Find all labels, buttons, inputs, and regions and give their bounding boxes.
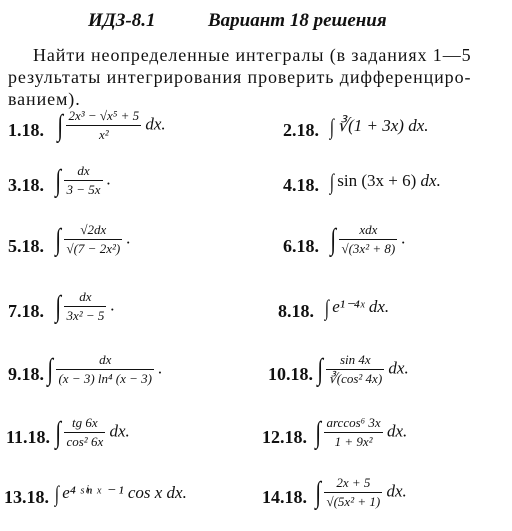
numerator: arccos⁶ 3x <box>324 415 382 433</box>
denominator: (x − 3) ln⁴ (x − 3) <box>58 371 153 386</box>
integral-sign: ∫ <box>55 415 61 449</box>
problem-number: 4.18. <box>283 175 319 195</box>
problem-number: 3.18. <box>8 175 44 195</box>
numerator: dx <box>64 289 106 307</box>
problem-expression <box>48 352 163 387</box>
problem-number: 7.18. <box>8 301 44 321</box>
problem-expression <box>56 415 130 450</box>
fraction <box>339 222 397 257</box>
differential: . <box>126 228 131 248</box>
integral-sign: ∫ <box>315 415 321 449</box>
fraction <box>64 415 105 450</box>
differential: dx. <box>386 481 407 501</box>
problem-number: 1.18. <box>8 120 44 140</box>
denominator: 3 − 5x <box>66 182 101 197</box>
differential: . <box>106 169 112 189</box>
differential: dx. <box>145 114 166 134</box>
denominator: 1 + 9x² <box>334 434 373 449</box>
problem-number: 11.18. <box>6 427 51 447</box>
problem-number: 5.18. <box>8 236 44 256</box>
fraction <box>64 163 102 198</box>
fraction <box>66 108 141 143</box>
differential: dx. <box>408 115 429 135</box>
integrand: ∛(1 + 3x) <box>337 115 404 135</box>
differential: dx. <box>388 358 409 378</box>
integral-sign: ∫ <box>55 289 61 323</box>
problem-expression <box>331 114 429 140</box>
assignment-code: ИДЗ-8.1 <box>88 10 156 31</box>
fraction <box>324 475 382 510</box>
differential: dx. <box>368 296 390 316</box>
differential: dx. <box>109 421 130 441</box>
differential: dx. <box>420 170 441 190</box>
denominator: √(7 − 2x²) <box>66 241 121 256</box>
denominator: cos² 6x <box>66 434 104 449</box>
problem-expression <box>318 352 409 387</box>
problem-number: 2.18. <box>283 120 319 140</box>
problem-expression <box>58 108 166 143</box>
denominator: √(3x² + 8) <box>341 241 396 256</box>
integral-sign: ∫ <box>55 163 61 197</box>
integral-sign: ∫ <box>315 475 321 509</box>
differential: dx. <box>386 421 408 441</box>
integrand: sin (3x + 6) <box>337 170 417 190</box>
problem-number: 9.18. <box>8 364 44 384</box>
integral-sign: ∫ <box>329 114 335 139</box>
problem-number: 10.18. <box>268 364 313 384</box>
integral-sign: ∫ <box>57 108 63 142</box>
differential: dx. <box>166 482 187 502</box>
integral-sign: ∫ <box>324 295 330 320</box>
problem-expression <box>56 481 187 507</box>
differential: . <box>158 358 163 378</box>
fraction <box>324 415 382 450</box>
problem-expression <box>56 163 111 198</box>
problem-number: 8.18. <box>278 301 314 321</box>
problem-number: 6.18. <box>283 236 319 256</box>
numerator: dx <box>56 352 154 370</box>
problem-expression <box>316 415 407 450</box>
integral-sign: ∫ <box>54 481 60 506</box>
numerator: √2dx <box>64 222 122 240</box>
denominator: x² <box>98 127 109 142</box>
numerator: dx <box>64 163 102 181</box>
fraction <box>326 352 384 387</box>
integral-sign: ∫ <box>329 169 335 194</box>
numerator: sin 4x <box>326 352 384 370</box>
integral-sign: ∫ <box>55 222 61 256</box>
instructions-line-3: ванием). <box>8 89 81 109</box>
integral-sign: ∫ <box>330 222 336 256</box>
integrand: e¹⁻⁴ˣ <box>332 296 365 316</box>
problem-expression <box>331 169 441 195</box>
variant-title: Вариант 18 решения <box>208 10 387 31</box>
header <box>0 10 512 34</box>
problem-expression <box>316 475 407 510</box>
fraction <box>56 352 154 387</box>
fraction <box>64 222 122 257</box>
numerator: xdx <box>339 222 397 240</box>
problem-number: 12.18. <box>262 427 307 447</box>
task-instructions <box>8 44 502 110</box>
instructions-line-2: результаты интегрирования проверить дифференциро- <box>8 67 472 87</box>
instructions-line-1: Найти неопределенные интегралы (в заданиях 1—5 <box>33 45 472 65</box>
integral-sign: ∫ <box>317 352 323 386</box>
problem-expression <box>56 289 115 324</box>
problem-expression <box>331 222 406 257</box>
denominator: √(5x² + 1) <box>326 494 381 509</box>
denominator: ∛(cos² 4x) <box>328 371 383 386</box>
numerator: tg 6x <box>64 415 105 433</box>
problem-number: 14.18. <box>262 487 307 507</box>
problem-expression <box>326 295 389 321</box>
differential: . <box>401 228 406 248</box>
fraction <box>64 289 106 324</box>
problem-expression <box>56 222 131 257</box>
integrand: e⁴ ˢⁱⁿ ˣ ⁻ ¹ cos x <box>62 482 163 502</box>
problem-number: 13.18. <box>4 487 49 507</box>
numerator: 2x + 5 <box>324 475 382 493</box>
denominator: 3x² − 5 <box>66 308 105 323</box>
numerator: 2x³ − √x⁵ + 5 <box>66 108 141 126</box>
integral-sign: ∫ <box>47 352 53 386</box>
differential: . <box>110 295 115 315</box>
